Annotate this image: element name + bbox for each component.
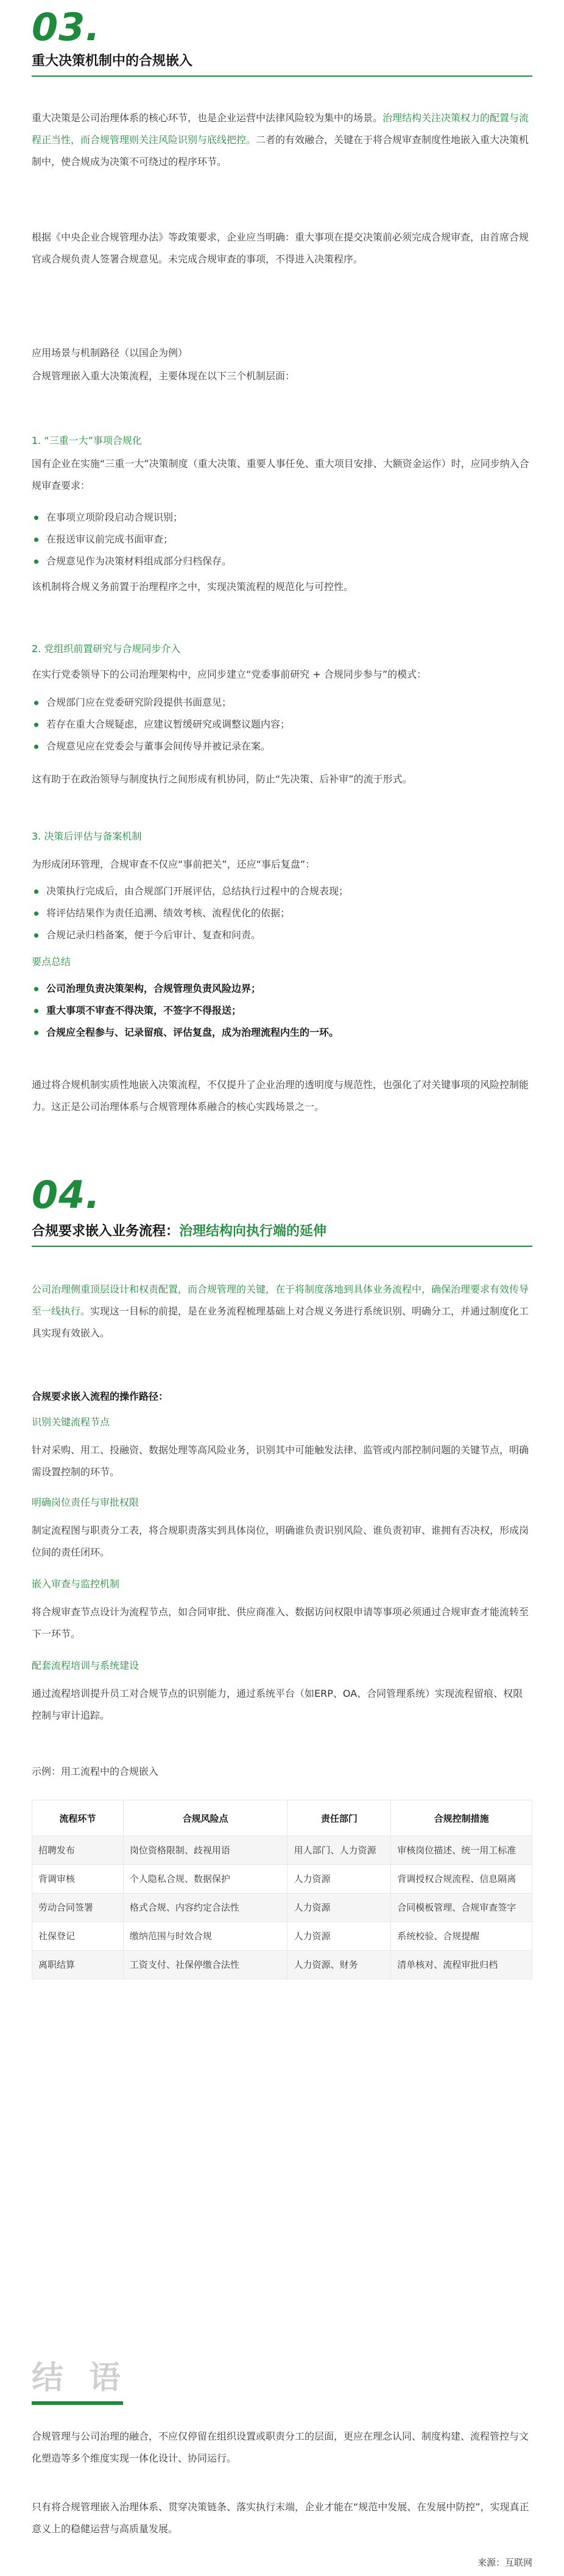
table-cell: 招聘发布 (32, 1836, 124, 1865)
paragraph: 通过将合规机制实质性地嵌入决策流程，不仅提升了企业治理的透明度与规范性，也强化了对关键事项的风险控制能力。这正是公司治理体系与合规管理体系融合的核心实践场景之一。 (32, 1079, 529, 1112)
table-header: 责任部门 (287, 1800, 391, 1836)
table-header: 合规控制措施 (391, 1800, 532, 1836)
bullet-list (32, 507, 532, 572)
paragraph: 应用场景与机制路径（以国企为例） (32, 347, 188, 359)
paragraph: 这有助于在政治领导与制度执行之间形成有机协同，防止“先决策、后补审”的流于形式。 (32, 773, 412, 785)
table-header-row (32, 1800, 532, 1836)
list-item: 合规应全程参与、记录留痕、评估复盘，成为治理流程内生的一环。 (32, 1022, 532, 1044)
paragraph: 只有将合规管理嵌入治理体系、贯穿决策链条、落实执行末端，企业才能在“规范中发展、在发展中防控”，实现真正意义上的稳健运营与高质量发展。 (32, 2501, 529, 2535)
bullet-list (32, 692, 532, 757)
list-item: 重大事项不审查不得决策，不签字不得报送； (32, 1000, 532, 1022)
steps-title: 合规要求嵌入流程的操作路径： (32, 1391, 169, 1402)
paragraph: 针对采购、用工、投融资、数据处理等高风险业务，识别其中可能触发法律、监管或内部控制问题的关键节点，明确需设置控制的环节。 (32, 1444, 529, 1478)
conclusion-title: 结 语 (32, 2360, 129, 2396)
table-row (32, 1951, 532, 1979)
table-cell: 工资支付、社保停缴合法性 (123, 1951, 287, 1979)
bullet-list (32, 880, 532, 946)
step-title: 嵌入审查与监控机制 (32, 1578, 120, 1590)
paragraph: 该机制将合规义务前置于治理程序之中，实现决策流程的规范化与可控性。 (32, 581, 354, 592)
step-title: 配套流程培训与系统建设 (32, 1660, 139, 1671)
table-cell: 劳动合同签署 (32, 1893, 124, 1922)
paragraph: 在实行党委领导下的公司治理架构中，应同步建立“党委事前研究 + 合规同步参与”的模式： (32, 669, 427, 680)
table-row (32, 1893, 532, 1922)
paragraph: 根据《中央企业合规管理办法》等政策要求，企业应当明确：重大事项在提交决策前必须完成合规审查，由首席合规官或合规负责人签署合规意见。未完成合规审查的事项，不得进入决策程序。 (32, 231, 529, 265)
step-title: 明确岗位责任与审批权限 (32, 1497, 139, 1508)
table-cell: 人力资源 (287, 1922, 391, 1951)
list-item: 合规部门应在党委研究阶段提供书面意见； (32, 692, 532, 714)
list-item: 决策执行完成后，由合规部门开展评估，总结执行过程中的合规表现； (32, 880, 532, 902)
list-item: 在事项立项阶段启动合规识别； (32, 507, 532, 528)
conclusion-accent-bar (32, 2401, 123, 2405)
table-cell: 社保登记 (32, 1922, 124, 1951)
paragraph: 公司治理侧重顶层设计和权责配置，而合规管理的关键，在于将制度落地到具体业务流程中，确保治理要求有效传导至一线执行。实现这一目标的前提，是在业务流程梳理基础上对合规义务进行系统识别、明确分工，并通过制度化工具实现有效嵌入。 (32, 1283, 529, 1339)
paragraph: 国有企业在实施“三重一大”决策制度（重大决策、重要人事任免、重大项目安排、大额资金运作）时，应同步纳入合规审查要求： (32, 458, 529, 491)
key-points-list (32, 978, 532, 1044)
list-item: 若存在重大合规疑虑，应建议暂缓研究或调整议题内容； (32, 714, 532, 735)
paragraph: 合规管理与公司治理的融合，不应仅停留在组织设置或职责分工的层面，更应在理念认同、制度构建、流程管控与文化塑造等多个维度实现一体化设计、协同运行。 (32, 2430, 529, 2464)
table-cell: 岗位资格限制、歧视用语 (123, 1836, 287, 1865)
table-row (32, 1836, 532, 1865)
mechanism-2-title: 2. 党组织前置研究与合规同步介入 (32, 643, 181, 655)
table-header: 合规风险点 (123, 1800, 287, 1836)
step-title: 识别关键流程节点 (32, 1416, 110, 1428)
table-cell: 离职结算 (32, 1951, 124, 1979)
paragraph: 重大决策是公司治理体系的核心环节，也是企业运营中法律风险较为集中的场景。治理结构关注决策权力的配置与流程正当性，而合规管理则关注风险识别与底线把控。二者的有效融合，关键在于将合规审查制度性地嵌入重大决策机制中，使合规成为决策不可绕过的程序环节。 (32, 112, 529, 167)
list-item: 将评估结果作为责任追溯、绩效考核、流程优化的依据； (32, 902, 532, 924)
list-item: 合规意见作为决策材料组成部分归档保存。 (32, 550, 532, 572)
table-cell: 清单核对、流程审批归档 (391, 1951, 532, 1979)
section-number-03: 03. (32, 5, 100, 49)
table-cell: 格式合规、内容约定合法性 (123, 1893, 287, 1922)
example-caption: 示例：用工流程中的合规嵌入 (32, 1766, 159, 1777)
list-item: 合规记录归档备案，便于今后审计、复查和问责。 (32, 924, 532, 946)
paragraph: 为形成闭环管理，合规审查不仅应“事前把关”，还应“事后复盘”： (32, 858, 315, 870)
list-item: 合规意见应在党委会与董事会间传导并被记录在案。 (32, 735, 532, 757)
paragraph: 合规管理嵌入重大决策流程，主要体现在以下三个机制层面： (32, 370, 295, 382)
table-cell: 审核岗位描述、统一用工标准 (391, 1836, 532, 1865)
section-title-04: 合规要求嵌入业务流程：治理结构向执行端的延伸 (32, 1224, 327, 1239)
source-credit: 来源：互联网 (477, 2557, 532, 2568)
paragraph: 将合规审查节点设计为流程节点，如合同审批、供应商准入、数据访问权限申请等事项必须通过合规审查才能流转至下一环节。 (32, 1606, 529, 1640)
list-item: 公司治理负责决策架构，合规管理负责风险边界； (32, 978, 532, 1000)
table-row (32, 1922, 532, 1951)
table-cell: 用人部门、人力资源 (287, 1836, 391, 1865)
section-title-03: 重大决策机制中的合规嵌入 (32, 54, 193, 69)
mechanism-1-title: 1. “三重一大”事项合规化 (32, 435, 142, 446)
table-cell: 人力资源 (287, 1865, 391, 1893)
paragraph: 制定流程图与职责分工表，将合规职责落实到具体岗位，明确谁负责识别风险、谁负责初审、谁拥有否决权，形成岗位间的责任闭环。 (32, 1525, 529, 1558)
table-cell: 缴纳范围与时效合规 (123, 1922, 287, 1951)
table-cell: 个人隐私合规、数据保护 (123, 1865, 287, 1893)
table-cell: 人力资源 (287, 1893, 391, 1922)
compliance-table (32, 1800, 532, 1979)
section-number-04: 04. (32, 1173, 100, 1217)
table-cell: 人力资源、财务 (287, 1951, 391, 1979)
list-item: 在报送审议前完成书面审查； (32, 528, 532, 550)
table-row (32, 1865, 532, 1893)
table-cell: 系统校验、合规提醒 (391, 1922, 532, 1951)
table-cell: 背调审核 (32, 1865, 124, 1893)
paragraph: 通过流程培训提升员工对合规节点的识别能力，通过系统平台（如ERP、OA、合同管理系统）实现流程留痕、权限控制与审计追踪。 (32, 1688, 523, 1721)
table-header: 流程环节 (32, 1800, 124, 1836)
mechanism-3-title: 3. 决策后评估与备案机制 (32, 830, 142, 842)
title-divider (32, 75, 532, 77)
table-cell: 背调授权合规流程、信息隔离 (391, 1865, 532, 1893)
title-divider (32, 1246, 532, 1247)
table-cell: 合同模板管理、合规审查签字 (391, 1893, 532, 1922)
key-points-title: 要点总结 (32, 956, 71, 967)
